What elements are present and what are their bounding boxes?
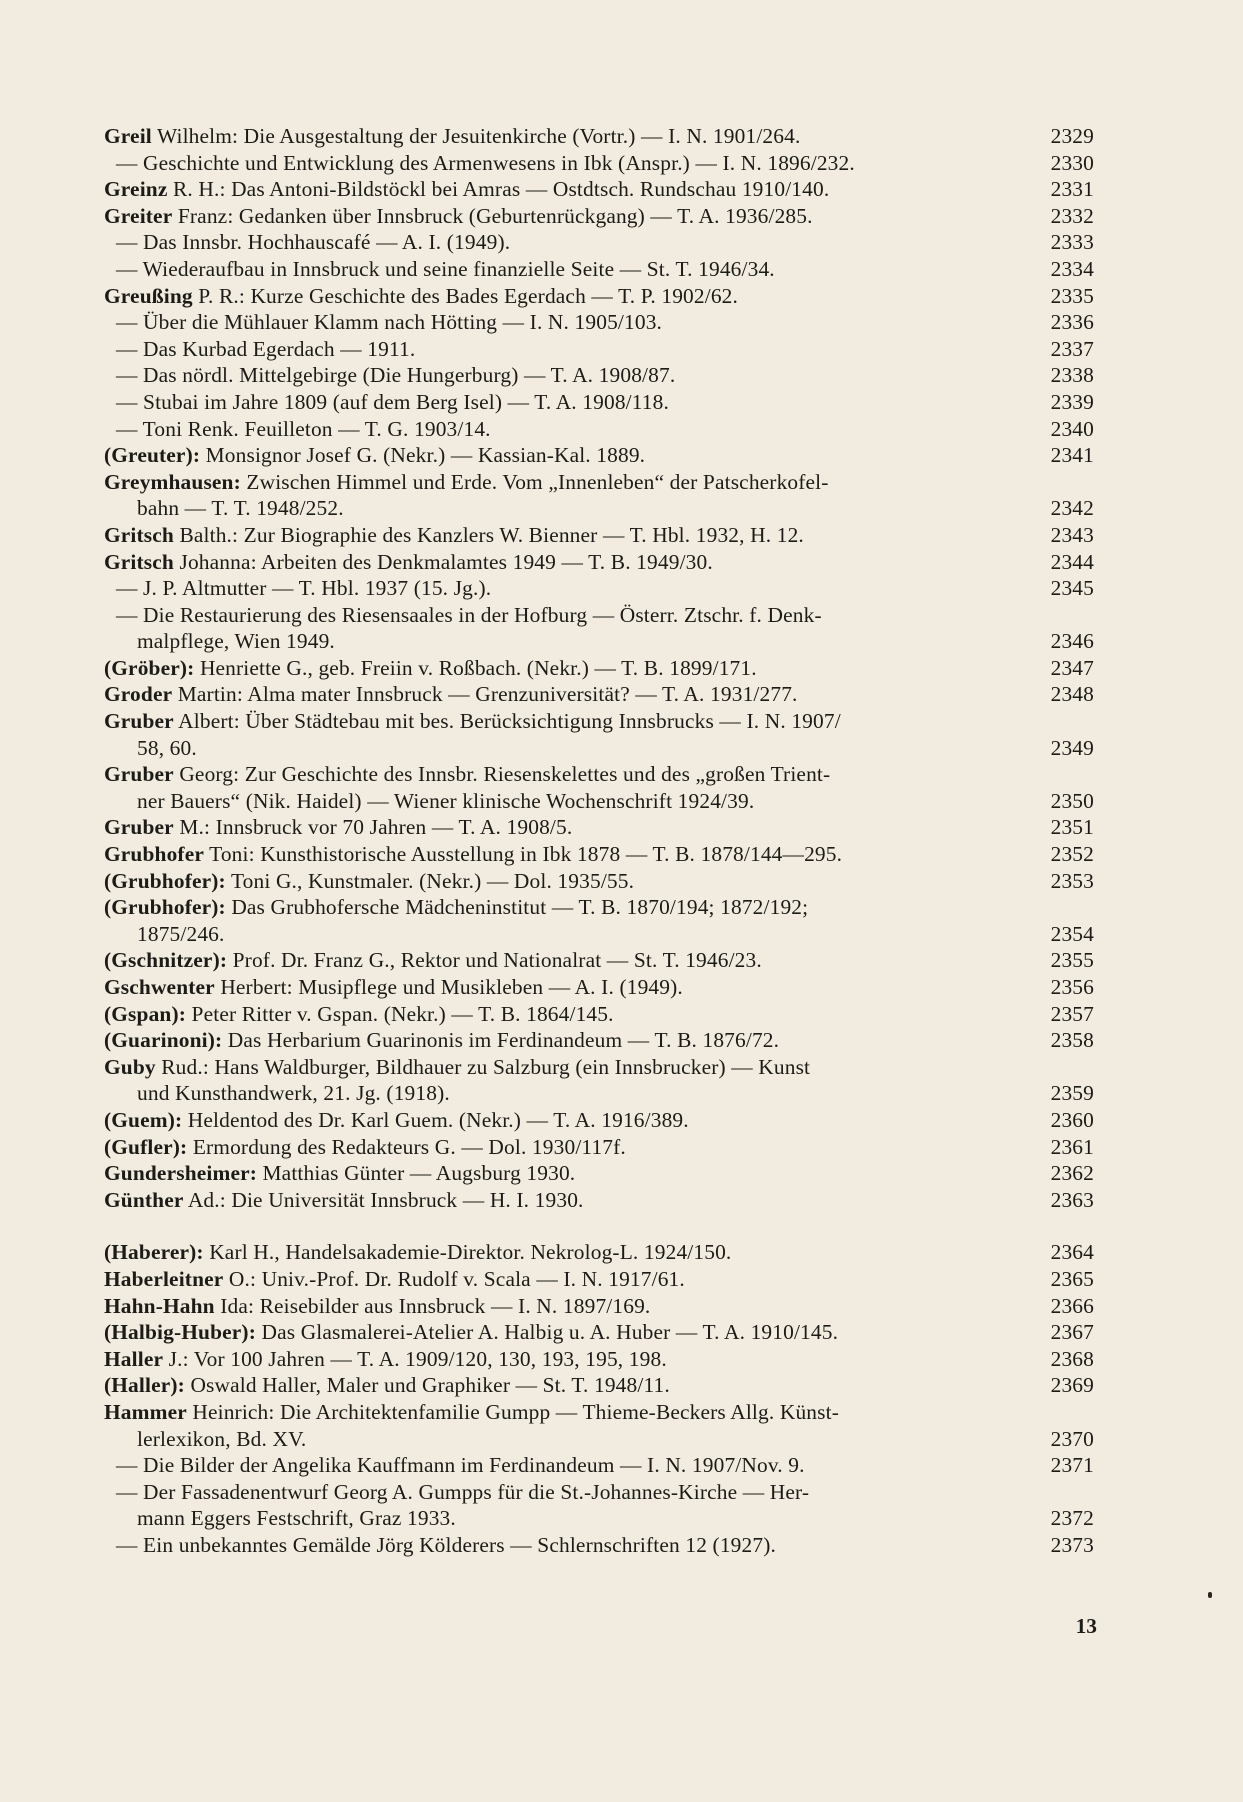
entry-line xyxy=(104,681,1034,708)
entry-number: 2341 xyxy=(1050,443,1094,468)
entry-line xyxy=(104,522,1034,549)
entry-line-text: Toni G., Kunstmaler. (Nekr.) — Dol. 1935/55. xyxy=(230,868,635,893)
entry-author: Haller xyxy=(104,1346,164,1371)
entry-line-text: — Wiederaufbau in Innsbruck und seine finanzielle Seite — St. T. 1946/34. xyxy=(116,256,775,281)
entry-number: 2359 xyxy=(1050,1081,1094,1106)
entry-line xyxy=(104,602,1034,629)
entry-number: 2365 xyxy=(1050,1266,1094,1291)
entry-text xyxy=(104,974,1034,1001)
entry-text xyxy=(104,814,1034,841)
entry-line-text: O.: Univ.-Prof. Dr. Rudolf v. Scala — I. N. 1917/61. xyxy=(228,1266,685,1291)
entry-line xyxy=(104,176,1034,203)
bibliography-entry xyxy=(104,229,1094,256)
entry-author: (Haberer): xyxy=(104,1240,204,1265)
page-number: 13 xyxy=(1075,1614,1097,1638)
entry-line xyxy=(104,256,1034,283)
entry-author: Hammer xyxy=(104,1399,187,1424)
entry-line xyxy=(104,1346,1034,1373)
entry-line-text: Das Glasmalerei-Atelier A. Halbig u. A. Huber — T. A. 1910/145. xyxy=(261,1320,839,1345)
entry-line-text: — Ein unbekanntes Gemälde Jörg Kölderers — Schlernschriften 12 (1927). xyxy=(116,1532,776,1557)
entry-line-text: mann Eggers Festschrift, Graz 1933. xyxy=(137,1506,456,1531)
bibliography-entry xyxy=(104,868,1094,895)
bibliography-entry xyxy=(104,522,1094,549)
entry-number: 2337 xyxy=(1050,336,1094,361)
entry-line xyxy=(104,416,1034,443)
entry-line xyxy=(104,1134,1034,1161)
entry-author: (Gspan): xyxy=(104,1001,187,1026)
entry-author: Gritsch xyxy=(104,549,174,574)
entry-line-text: Das Herbarium Guarinonis im Ferdinandeum — T. B. 1876/72. xyxy=(227,1028,780,1053)
entry-number: 2370 xyxy=(1050,1426,1094,1451)
entry-number: 2367 xyxy=(1050,1320,1094,1345)
entry-line xyxy=(104,1532,1034,1559)
entry-line-text: Monsignor Josef G. (Nekr.) — Kassian-Kal. 1889. xyxy=(205,443,646,468)
entry-line xyxy=(104,868,1034,895)
bibliography-entry xyxy=(104,602,1094,655)
bibliography-entry xyxy=(104,1001,1094,1028)
entry-text xyxy=(104,708,1034,761)
entry-line-text: Ida: Reisebilder aus Innsbruck — I. N. 1897/169. xyxy=(220,1293,651,1318)
entry-number: 2364 xyxy=(1050,1240,1094,1265)
entry-number: 2369 xyxy=(1050,1373,1094,1398)
entry-text xyxy=(104,1239,1034,1266)
entry-line-text: — Geschichte und Entwicklung des Armenwesens in Ibk (Anspr.) — I. N. 1896/232. xyxy=(116,150,855,175)
entry-text xyxy=(104,309,1034,336)
entry-number: 2348 xyxy=(1050,682,1094,707)
entry-line xyxy=(104,442,1034,469)
bibliography-entry xyxy=(104,1479,1094,1532)
entry-line-text: — Die Bilder der Angelika Kauffmann im Ferdinandeum — I. N. 1907/Nov. 9. xyxy=(116,1453,805,1478)
entry-line-text: Georg: Zur Geschichte des Innsbr. Riesenskelettes und des „großen Trient- xyxy=(179,762,831,787)
entry-text xyxy=(104,868,1034,895)
bibliography-entry xyxy=(104,1293,1094,1320)
entry-text xyxy=(104,575,1034,602)
bibliography-entry xyxy=(104,469,1094,522)
entry-text xyxy=(104,203,1034,230)
entry-line-text: — Über die Mühlauer Klamm nach Hötting — I. N. 1905/103. xyxy=(116,310,663,335)
entry-line-text: R. H.: Das Antoni-Bildstöckl bei Amras — Ostdtsch. Rundschau 1910/140. xyxy=(172,177,830,202)
entry-author: (Gschnitzer): xyxy=(104,948,228,973)
entry-line xyxy=(104,655,1034,682)
entry-number: 2338 xyxy=(1050,363,1094,388)
entry-number: 2336 xyxy=(1050,310,1094,335)
entry-continuation-line xyxy=(104,1080,1034,1107)
entry-author: (Grubhofer): xyxy=(104,895,226,920)
bibliography-entry xyxy=(104,203,1094,230)
entry-number: 2362 xyxy=(1050,1161,1094,1186)
bibliography-entry xyxy=(104,575,1094,602)
entry-text xyxy=(104,176,1034,203)
entry-line-text: malpflege, Wien 1949. xyxy=(137,629,335,654)
entry-line xyxy=(104,549,1034,576)
entry-text xyxy=(104,283,1034,310)
entry-number: 2349 xyxy=(1050,735,1094,760)
entry-line-text: Ermordung des Redakteurs G. — Dol. 1930/117f. xyxy=(192,1134,626,1159)
entry-line-text: J.: Vor 100 Jahren — T. A. 1909/120, 130, 193, 195, 198. xyxy=(168,1346,667,1371)
entry-line-text: Herbert: Musipflege und Musikleben — A. I. (1949). xyxy=(220,975,683,999)
entry-number: 2330 xyxy=(1050,150,1094,175)
entry-line-text: — Das Kurbad Egerdach — 1911. xyxy=(116,336,416,361)
bibliography-entry xyxy=(104,309,1094,336)
bibliography-entry xyxy=(104,336,1094,363)
entry-text xyxy=(104,894,1034,947)
entry-line-text: 1875/246. xyxy=(137,921,225,946)
entry-line-text: Heinrich: Die Architektenfamilie Gumpp — Thieme-Beckers Allg. Künst- xyxy=(192,1399,839,1424)
entry-text xyxy=(104,1107,1034,1134)
entry-number: 2340 xyxy=(1050,416,1094,441)
entry-number: 2332 xyxy=(1050,203,1094,228)
bibliography-entry xyxy=(104,1372,1094,1399)
entry-line-text: Prof. Dr. Franz G., Rektor und Nationalrat — St. T. 1946/23. xyxy=(232,948,762,973)
entry-text xyxy=(104,1372,1034,1399)
entry-line xyxy=(104,947,1034,974)
entry-continuation-line xyxy=(104,735,1034,762)
bibliography-entry xyxy=(104,947,1094,974)
entry-author: Greiter xyxy=(104,203,173,228)
entry-line xyxy=(104,1160,1034,1187)
entry-line xyxy=(104,1479,1034,1506)
entry-author: (Grubhofer): xyxy=(104,868,226,893)
entry-text xyxy=(104,469,1034,522)
bibliography-entry xyxy=(104,974,1094,1001)
bibliography-entry xyxy=(104,655,1094,682)
entry-text xyxy=(104,1027,1034,1054)
entry-continuation-line xyxy=(104,1426,1034,1453)
entry-line-text: Toni: Kunsthistorische Ausstellung in Ibk 1878 — T. B. 1878/144—295. xyxy=(209,842,843,867)
entry-text xyxy=(104,1532,1034,1559)
entry-number: 2372 xyxy=(1050,1506,1094,1531)
entry-text xyxy=(104,549,1034,576)
entry-continuation-line xyxy=(104,628,1034,655)
entry-number: 2358 xyxy=(1050,1028,1094,1053)
entry-text xyxy=(104,256,1034,283)
entry-author: Gundersheimer: xyxy=(104,1161,258,1186)
bibliography-entry xyxy=(104,1160,1094,1187)
entry-text xyxy=(104,416,1034,443)
bibliography-entry xyxy=(104,1107,1094,1134)
entry-text xyxy=(104,1054,1034,1107)
entry-line xyxy=(104,1293,1034,1320)
entry-text xyxy=(104,123,1034,150)
entry-group xyxy=(104,123,1094,1213)
entry-line xyxy=(104,1107,1034,1134)
entry-number: 2347 xyxy=(1050,655,1094,680)
bibliography-entry xyxy=(104,708,1094,761)
entry-text xyxy=(104,841,1034,868)
entry-author: (Gufler): xyxy=(104,1134,188,1159)
entry-line xyxy=(104,1399,1034,1426)
entry-line-text: Franz: Gedanken über Innsbruck (Geburtenrückgang) — T. A. 1936/285. xyxy=(177,203,813,228)
entry-line xyxy=(104,283,1034,310)
entry-line-text: Heldentod des Dr. Karl Guem. (Nekr.) — T. A. 1916/389. xyxy=(187,1107,689,1132)
entry-line xyxy=(104,708,1034,735)
bibliography-list xyxy=(104,123,1094,1558)
entry-text xyxy=(104,681,1034,708)
entry-author: Gruber xyxy=(104,762,174,787)
entry-line-text: Albert: Über Städtebau mit bes. Berücksichtigung Innsbrucks — I. N. 1907/ xyxy=(178,709,841,734)
entry-continuation-line xyxy=(104,1505,1034,1532)
entry-line xyxy=(104,336,1034,363)
entry-author: (Guem): xyxy=(104,1107,183,1132)
entry-number: 2366 xyxy=(1050,1293,1094,1318)
entry-number: 2354 xyxy=(1050,921,1094,946)
entry-text xyxy=(104,442,1034,469)
entry-line-text: Balth.: Zur Biographie des Kanzlers W. Bienner — T. Hbl. 1932, H. 12. xyxy=(179,522,804,547)
entry-line-text: — Die Restaurierung des Riesensaales in der Hofburg — Österr. Ztschr. f. Denk- xyxy=(116,602,822,627)
entry-line-text: Rud.: Hans Waldburger, Bildhauer zu Salzburg (ein Innsbrucker) — Kunst xyxy=(161,1054,811,1079)
entry-line-text: Martin: Alma mater Innsbruck — Grenzuniversität? — T. A. 1931/277. xyxy=(177,682,798,707)
bibliography-entry xyxy=(104,150,1094,177)
entry-number: 2353 xyxy=(1050,868,1094,893)
entry-line-text: — Der Fassadenentwurf Georg A. Gumpps für die St.-Johannes-Kirche — Her- xyxy=(116,1479,810,1504)
entry-group xyxy=(104,1239,1094,1558)
entry-line-text: Das Grubhofersche Mädcheninstitut — T. B. 1870/194; 1872/192; xyxy=(231,895,809,920)
entry-continuation-line xyxy=(104,788,1034,815)
entry-text xyxy=(104,1399,1034,1452)
entry-text xyxy=(104,761,1034,814)
entry-line xyxy=(104,362,1034,389)
print-speck xyxy=(1208,1592,1212,1598)
entry-author: (Halbig-Huber): xyxy=(104,1320,256,1345)
entry-line-text: ner Bauers“ (Nik. Haidel) — Wiener klinische Wochenschrift 1924/39. xyxy=(137,788,755,813)
bibliography-entry xyxy=(104,416,1094,443)
entry-author: Günther xyxy=(104,1187,184,1212)
bibliography-entry xyxy=(104,256,1094,283)
entry-line xyxy=(104,1266,1034,1293)
entry-line xyxy=(104,974,1034,1001)
entry-author: Guby xyxy=(104,1054,156,1079)
entry-line-text: — Toni Renk. Feuilleton — T. G. 1903/14. xyxy=(116,416,491,441)
entry-line xyxy=(104,761,1034,788)
entry-line xyxy=(104,1187,1034,1214)
entry-number: 2344 xyxy=(1050,549,1094,574)
entry-line xyxy=(104,389,1034,416)
entry-number: 2356 xyxy=(1050,975,1094,999)
entry-line-text: M.: Innsbruck vor 70 Jahren — T. A. 1908/5. xyxy=(179,815,573,840)
entry-number: 2333 xyxy=(1050,230,1094,255)
bibliography-entry xyxy=(104,1054,1094,1107)
entry-line xyxy=(104,1239,1034,1266)
entry-line xyxy=(104,1001,1034,1028)
entry-number: 2350 xyxy=(1050,788,1094,813)
entry-text xyxy=(104,389,1034,416)
entry-author: Gruber xyxy=(104,815,174,840)
entry-text xyxy=(104,947,1034,974)
entry-number: 2361 xyxy=(1050,1134,1094,1159)
bibliography-entry xyxy=(104,1266,1094,1293)
entry-line xyxy=(104,575,1034,602)
entry-line xyxy=(104,1054,1034,1081)
entry-number: 2342 xyxy=(1050,496,1094,521)
bibliography-entry xyxy=(104,389,1094,416)
entry-author: Groder xyxy=(104,682,173,707)
bibliography-entry xyxy=(104,894,1094,947)
entry-number: 2371 xyxy=(1050,1453,1094,1478)
entry-author: Gritsch xyxy=(104,522,174,547)
entry-text xyxy=(104,655,1034,682)
entry-line-text: — Stubai im Jahre 1809 (auf dem Berg Isel) — T. A. 1908/118. xyxy=(116,389,669,414)
entry-line xyxy=(104,203,1034,230)
bibliography-entry xyxy=(104,1319,1094,1346)
entry-line xyxy=(104,123,1034,150)
entry-text xyxy=(104,1160,1034,1187)
entry-line-text: P. R.: Kurze Geschichte des Bades Egerdach — T. P. 1902/62. xyxy=(198,283,739,308)
entry-author: (Gröber): xyxy=(104,655,195,680)
entry-text xyxy=(104,1293,1034,1320)
bibliography-entry xyxy=(104,1399,1094,1452)
entry-text xyxy=(104,1001,1034,1028)
entry-line xyxy=(104,814,1034,841)
entry-line xyxy=(104,1452,1034,1479)
entry-line xyxy=(104,309,1034,336)
bibliography-entry xyxy=(104,442,1094,469)
entry-author: (Haller): xyxy=(104,1373,185,1398)
entry-line xyxy=(104,469,1034,496)
bibliography-entry xyxy=(104,841,1094,868)
entry-line xyxy=(104,1319,1034,1346)
bibliography-entry xyxy=(104,549,1094,576)
bibliography-entry xyxy=(104,1346,1094,1373)
bibliography-entry xyxy=(104,1532,1094,1559)
entry-continuation-line xyxy=(104,921,1034,948)
entry-text xyxy=(104,362,1034,389)
entry-number: 2346 xyxy=(1050,629,1094,654)
entry-number: 2355 xyxy=(1050,948,1094,973)
bibliography-entry xyxy=(104,123,1094,150)
entry-text xyxy=(104,1187,1034,1214)
bibliography-entry xyxy=(104,1187,1094,1214)
entry-author: Greußing xyxy=(104,283,193,308)
entry-continuation-line xyxy=(104,495,1034,522)
entry-text xyxy=(104,1452,1034,1479)
entry-line xyxy=(104,841,1034,868)
entry-line-text: lerlexikon, Bd. XV. xyxy=(137,1426,307,1451)
entry-number: 2331 xyxy=(1050,177,1094,202)
bibliography-entry xyxy=(104,1027,1094,1054)
bibliography-entry xyxy=(104,1452,1094,1479)
bibliography-entry xyxy=(104,681,1094,708)
entry-line-text: Henriette G., geb. Freiin v. Roßbach. (Nekr.) — T. B. 1899/171. xyxy=(199,655,757,680)
bibliography-entry xyxy=(104,362,1094,389)
entry-line-text: Oswald Haller, Maler und Graphiker — St. T. 1948/11. xyxy=(190,1373,670,1398)
entry-text xyxy=(104,1479,1034,1532)
entry-line xyxy=(104,894,1034,921)
entry-line xyxy=(104,229,1034,256)
bibliography-entry xyxy=(104,761,1094,814)
entry-number: 2335 xyxy=(1050,283,1094,308)
entry-number: 2363 xyxy=(1050,1187,1094,1212)
entry-line-text: Karl H., Handelsakademie-Direktor. Nekrolog-L. 1924/150. xyxy=(209,1240,732,1265)
entry-line-text: — Das Innsbr. Hochhauscafé — A. I. (1949). xyxy=(116,230,511,255)
entry-text xyxy=(104,1346,1034,1373)
entry-line-text: Ad.: Die Universität Innsbruck — H. I. 1930. xyxy=(187,1187,584,1212)
entry-text xyxy=(104,1134,1034,1161)
entry-text xyxy=(104,1266,1034,1293)
entry-number: 2329 xyxy=(1050,124,1094,148)
entry-number: 2345 xyxy=(1050,576,1094,601)
entry-author: Grubhofer xyxy=(104,842,204,867)
bibliography-entry xyxy=(104,1239,1094,1266)
bibliography-entry xyxy=(104,814,1094,841)
entry-number: 2368 xyxy=(1050,1346,1094,1371)
entry-number: 2352 xyxy=(1050,842,1094,867)
entry-text xyxy=(104,229,1034,256)
entry-line-text: und Kunsthandwerk, 21. Jg. (1918). xyxy=(137,1081,450,1106)
entry-text xyxy=(104,602,1034,655)
entry-line-text: Zwischen Himmel und Erde. Vom „Innenleben“ der Patscherkofel- xyxy=(246,469,829,494)
entry-line-text: Peter Ritter v. Gspan. (Nekr.) — T. B. 1864/145. xyxy=(191,1001,614,1026)
entry-line xyxy=(104,1372,1034,1399)
entry-text xyxy=(104,1319,1034,1346)
entry-number: 2334 xyxy=(1050,256,1094,281)
entry-line-text: — J. P. Altmutter — T. Hbl. 1937 (15. Jg.). xyxy=(116,576,492,601)
entry-text xyxy=(104,336,1034,363)
entry-number: 2339 xyxy=(1050,389,1094,414)
entry-line-text: Wilhelm: Die Ausgestaltung der Jesuitenkirche (Vortr.) — I. N. 1901/264. xyxy=(157,124,801,148)
entry-number: 2343 xyxy=(1050,522,1094,547)
bibliography-entry xyxy=(104,176,1094,203)
bibliography-entry xyxy=(104,283,1094,310)
entry-author: Hahn-Hahn xyxy=(104,1293,215,1318)
entry-author: (Guarinoni): xyxy=(104,1028,223,1053)
entry-author: Haberleitner xyxy=(104,1266,224,1291)
entry-author: Gruber xyxy=(104,709,174,734)
entry-number: 2360 xyxy=(1050,1107,1094,1132)
entry-number: 2351 xyxy=(1050,815,1094,840)
entry-line-text: 58, 60. xyxy=(137,735,197,760)
entry-author: Greymhausen: xyxy=(104,469,241,494)
entry-number: 2357 xyxy=(1050,1001,1094,1026)
entry-line xyxy=(104,150,1034,177)
entry-author: Gschwenter xyxy=(104,975,215,999)
entry-author: Greil xyxy=(104,124,152,148)
entry-number: 2373 xyxy=(1050,1532,1094,1557)
entry-line-text: bahn — T. T. 1948/252. xyxy=(137,496,344,521)
entry-text xyxy=(104,522,1034,549)
entry-line-text: Johanna: Arbeiten des Denkmalamtes 1949 — T. B. 1949/30. xyxy=(179,549,713,574)
entry-line xyxy=(104,1027,1034,1054)
entry-text xyxy=(104,150,1034,177)
entry-author: (Greuter): xyxy=(104,443,201,468)
entry-line-text: Matthias Günter — Augsburg 1930. xyxy=(262,1161,576,1186)
bibliography-entry xyxy=(104,1134,1094,1161)
entry-author: Greinz xyxy=(104,177,168,202)
entry-line-text: — Das nördl. Mittelgebirge (Die Hungerburg) — T. A. 1908/87. xyxy=(116,363,676,388)
